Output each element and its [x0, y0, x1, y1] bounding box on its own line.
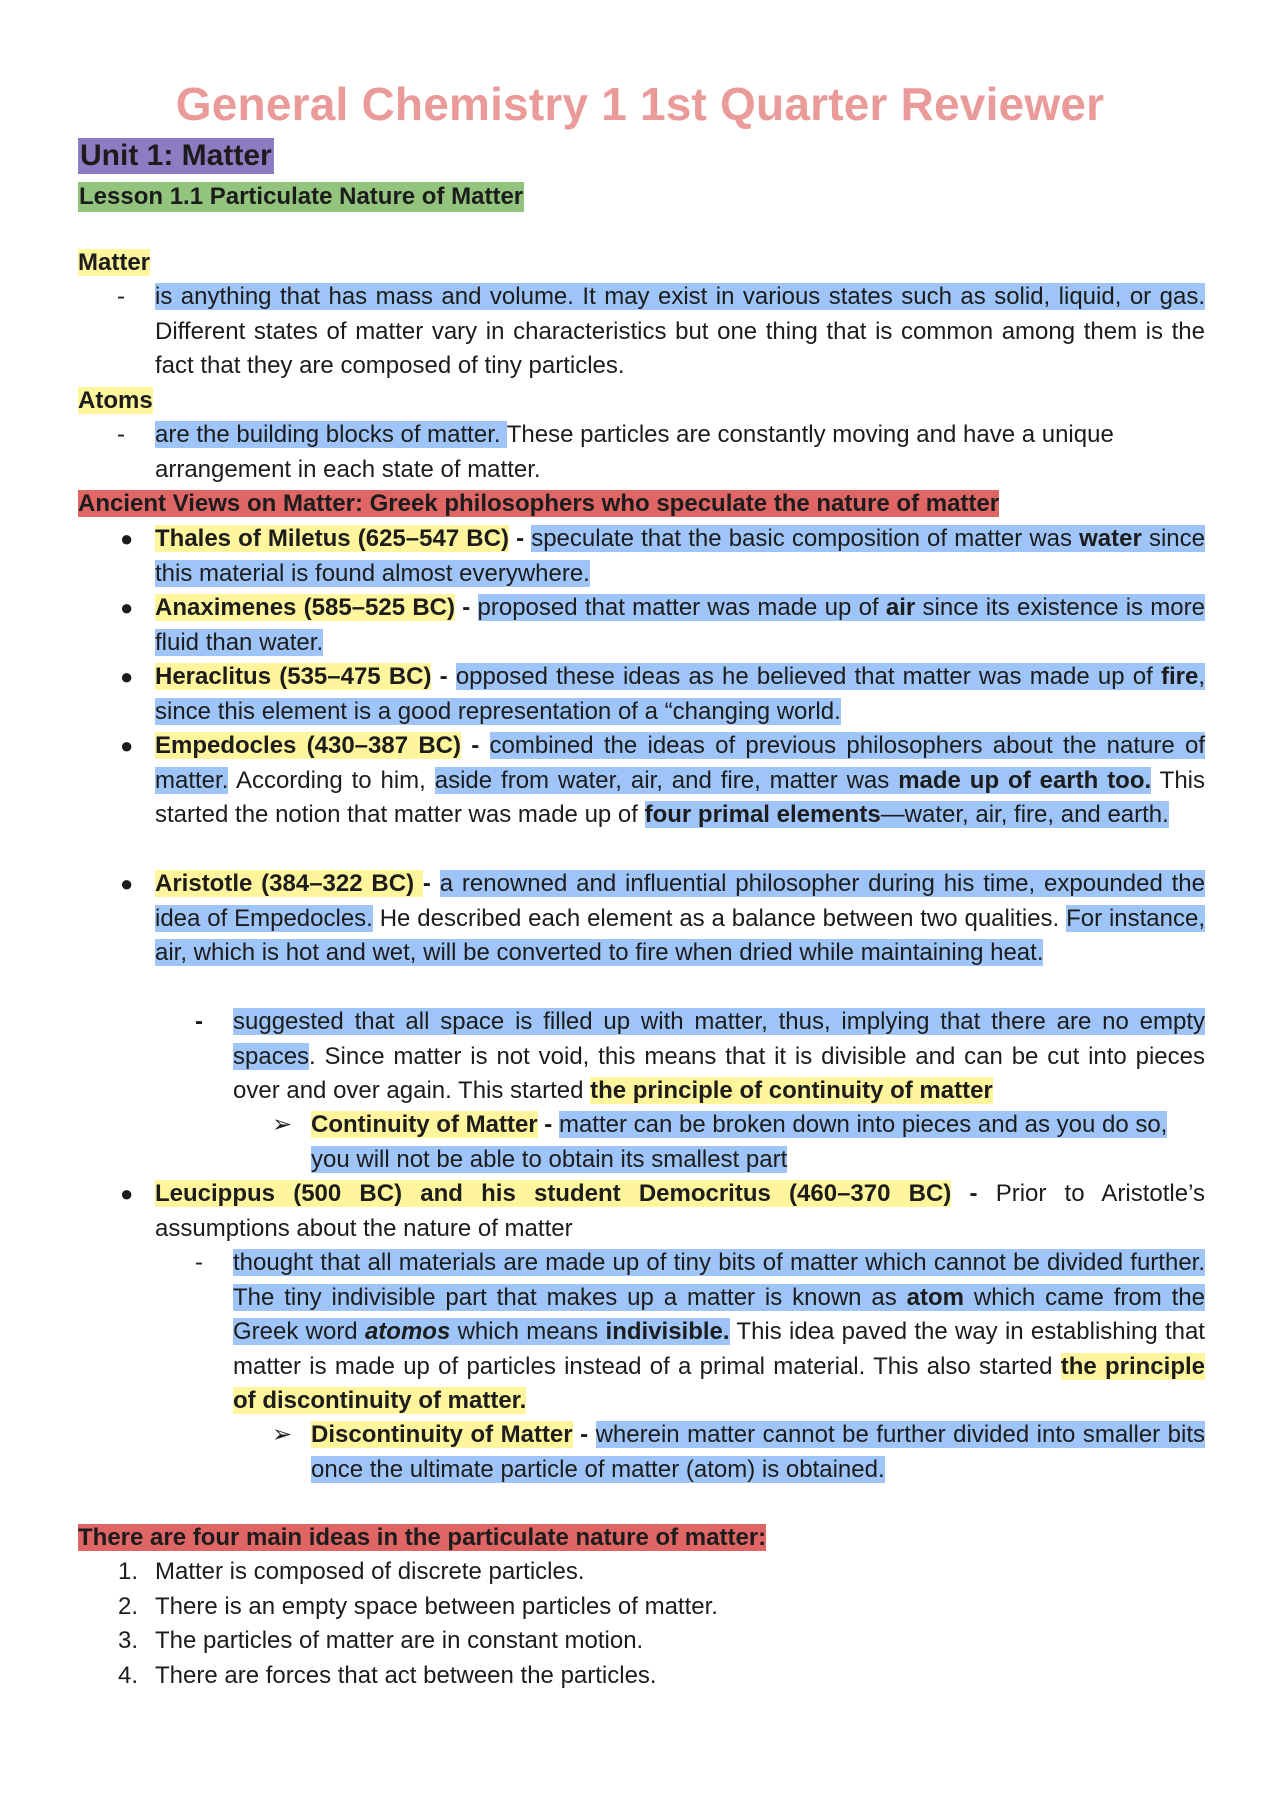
ancient-views-heading: Ancient Views on Matter: Greek philosophers who speculate the nature of matter [78, 490, 1000, 517]
leucippus-item: Leucippus (500 BC) and his student Democritus (460–370 BC) - Prior to Aristotle’s assumptions about the nature of matter [155, 1180, 1206, 1242]
page-title: General Chemistry 1 1st Quarter Reviewer [175, 78, 1105, 130]
thales-item: Thales of Miletus (625–547 BC) - speculate that the basic composition of matter was water since this material is found almost everywhere. [155, 525, 1205, 587]
aristotle-subpoint: suggested that all space is filled up with matter, thus, implying that there are no empty spaces. Since matter is not void, this means that it is divisible and can be cut into pieces over and over again. This started the principle of continuity of matter [233, 1008, 1205, 1104]
heraclitus-item: Heraclitus (535–475 BC) - opposed these ideas as he believed that matter was made up of fire, since this element is a good representation of a “changing world. [155, 663, 1206, 725]
arrow-marker: ➢ [272, 1421, 293, 1448]
atoms-definition: are the building blocks of matter. These particles are constantly moving and have a unique arrangement in each state of matter. [155, 421, 1114, 483]
bullet-marker: ● [120, 871, 134, 896]
bullet-marker: ● [120, 664, 134, 689]
list-item: The particles of matter are in constant motion. [155, 1627, 644, 1654]
dash-marker: - [117, 421, 125, 448]
unit-heading: Unit 1: Matter [80, 139, 272, 172]
dash-marker: - [117, 283, 125, 310]
bullet-marker: ● [120, 733, 134, 758]
lesson-heading: Lesson 1.1 Particulate Nature of Matter [79, 183, 524, 210]
dash-marker: - [195, 1008, 203, 1035]
matter-term: Matter [78, 249, 151, 276]
bullet-marker: ● [120, 595, 134, 620]
continuity-definition: Continuity of Matter - matter can be broken down into pieces and as you do so, you will not be able to obtain its smallest part [311, 1111, 1168, 1173]
list-item: There are forces that act between the particles. [155, 1662, 657, 1689]
arrow-marker: ➢ [272, 1111, 293, 1138]
list-item: Matter is composed of discrete particles. [155, 1558, 585, 1585]
list-item: There is an empty space between particles of matter. [155, 1593, 718, 1620]
leucippus-subpoint: thought that all materials are made up of tiny bits of matter which cannot be divided further. The tiny indivisible part that makes up a matter is known as atom which came from the Greek word atomos which means indivisible. This idea paved the way in establishing that matter is made up of particles instead of a primal material. This also started the principle of discontinuity of matter. [233, 1249, 1205, 1414]
list-number: 4. [118, 1662, 139, 1689]
list-number: 2. [118, 1593, 139, 1620]
list-number: 3. [118, 1627, 139, 1654]
list-number: 1. [118, 1558, 139, 1585]
dash-marker: - [195, 1249, 203, 1276]
bullet-marker: ● [120, 526, 134, 551]
empedocles-item: Empedocles (430–387 BC) - combined the ideas of previous philosophers about the nature of matter. According to him, aside from water, air, and fire, matter was made up of earth too. This started the notion that matter was made up of four primal elements—water, air, fire, and earth. [155, 732, 1206, 828]
discontinuity-definition: Discontinuity of Matter - wherein matter cannot be further divided into smaller bits once the ultimate particle of matter (atom) is obtained. [311, 1421, 1206, 1483]
atoms-term: Atoms [78, 387, 153, 414]
anaximenes-item: Anaximenes (585–525 BC) - proposed that matter was made up of air since its existence is more fluid than water. [155, 594, 1205, 656]
matter-definition: is anything that has mass and volume. It may exist in various states such as solid, liquid, or gas. Different states of matter vary in characteristics but one thing that is common among them is the fact that they are composed of tiny particles. [155, 283, 1205, 379]
four-ideas-heading: There are four main ideas in the particulate nature of matter: [78, 1524, 767, 1551]
aristotle-item: Aristotle (384–322 BC) - a renowned and influential philosopher during his time, expounded the idea of Empedocles. He described each element as a balance between two qualities. For instance, air, which is hot and wet, will be converted to fire when dried while maintaining heat. [155, 870, 1205, 966]
bullet-marker: ● [120, 1181, 134, 1206]
